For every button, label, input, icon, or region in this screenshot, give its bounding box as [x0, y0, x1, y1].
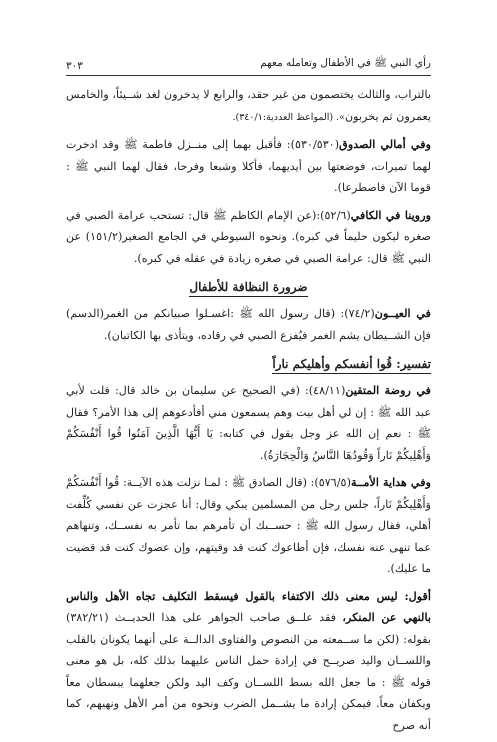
paragraph-reference: ». (المواعظ العددية:٣٤٠/١). — [232, 111, 345, 123]
page-number: ٣٠٣ — [66, 60, 83, 72]
paragraph — [66, 303, 431, 346]
section-heading: تفسير: قُوا أنفسكم وأهليكم ناراً — [66, 354, 431, 374]
paragraph-text: (٥٣٠/٥٣٠): فأقبل بهما إلى منــزل فاطمة ﷺ وقد ادخرت لهما تميرات، فوضعتها بين أيديهما، فأكلا وشبعا وفرحا، فقال لهما النبي ﷺ : قوما الآن فاصطرعا). — [66, 138, 431, 194]
source-name: وروينا في الكافي — [350, 207, 431, 222]
running-title: رأي النبي ﷺ في الأطفال وتعامله معهم — [260, 57, 431, 69]
paragraph — [66, 380, 431, 466]
paragraph — [66, 84, 431, 128]
source-name: وفي أمالي الصدوق — [339, 137, 431, 151]
paragraph — [66, 205, 431, 270]
source-name: في روضة المتقين — [345, 383, 431, 397]
source-name: وفي هداية الأمــة — [350, 475, 431, 489]
paragraph — [66, 586, 431, 737]
section-heading: ضرورة النظافة للأطفال — [66, 277, 431, 297]
paragraph-text: فقد علــق صاحب الجواهر على هذا الحديــث (٣٨٢/٢١) بقوله: (لكن ما ســمعته من النصوص والفتاوى الدالــة على أنهما يكونان بالقلب واللســان واليد صريــح في إرادة حمل الناس عليهما بذلك كله، بل هو معنى قوله ﷺ : ما جعل الله بسط اللســان وكف اليد ولكن جعلهما يبسطان معاً ويكفان معاً. فيمكن إرادة ما يشــمل الضرب ونحوه من أمر الأهل ونهيهم، كما أنه صرح — [66, 611, 431, 732]
paragraph-text: بالتراب، والثالث يختصمون من غير حقد، والرابع لا يدخرون لغد شــيئاً، والخامس يعمرون ثم يخربون — [66, 88, 431, 123]
source-name: في العيــون — [374, 306, 431, 320]
paragraph-text: (٤٨/١١): (في الصحيح عن سليمان بن خالد قال: قلت لأبي عبد الله ﷺ : إن لي أهل بيت وهم يسمعون مني أفأدعوهم إلى هذا الأمر؟ فقال ﷺ : نعم إن الله عز وجل يقول في كتابه: يَا أَيُّهَا الَّذِينَ آمَنُوا قُوا أَنْفُسَكُمْ وَأَهْلِيكُمْ نَاراً وَقُودُهَا النَّاسُ وَالْحِجَارَةُ). — [66, 384, 431, 462]
paragraph — [66, 472, 431, 580]
body-text — [66, 88, 431, 742]
paragraph-text: (٧٤/٢): (قال رسول الله ﷺ :اغسـلوا صبيانكم من الغمر(الدسم) فإن الشــيطان يشم الغمر فيُفزع الصبي في رقاده، ويتأذى بها الكاتبان). — [66, 307, 431, 342]
author-comment: أقول: ليس معنى ذلك الاكتفاء بالقول فيسقط التكليف تجاه الأهل والناس بالنهي عن المنكر، — [66, 588, 431, 624]
paragraph-text: (٥٧٦/٥): (قال الصادق ﷺ : لمـا نزلت هذه الآيــة: قُوا أَنْفُسَكُمْ وَأَهْلِيكُمْ نَاراً، جلس رجل من المسلمين يبكي وقال: أنا عجزت عن نفسي كُلِّفت أهلي، فقال رسول الله ﷺ : حســبك أن تأمرهم بما تأمر به نفســك، وتنهاهم عما تنهى عنه نفسك، فإن أطاعوك كنت قد وقيتهم، وإن عصوك كنت قد قضيت ما عليك). — [66, 476, 431, 575]
paragraph — [66, 134, 431, 199]
paragraph-text: (٥٢/٦):(عن الإمام الكاظم ﷺ قال: تستحب عرامة الصبي في صغره ليكون حليماً في كبره). ونحوه السيوطي في الجامع الصغير(١٥١/٢) عن النبي ﷺ قال: عرامة الصبي في صغره زيادة في عقله في كبره). — [66, 208, 431, 265]
running-header — [66, 56, 431, 76]
